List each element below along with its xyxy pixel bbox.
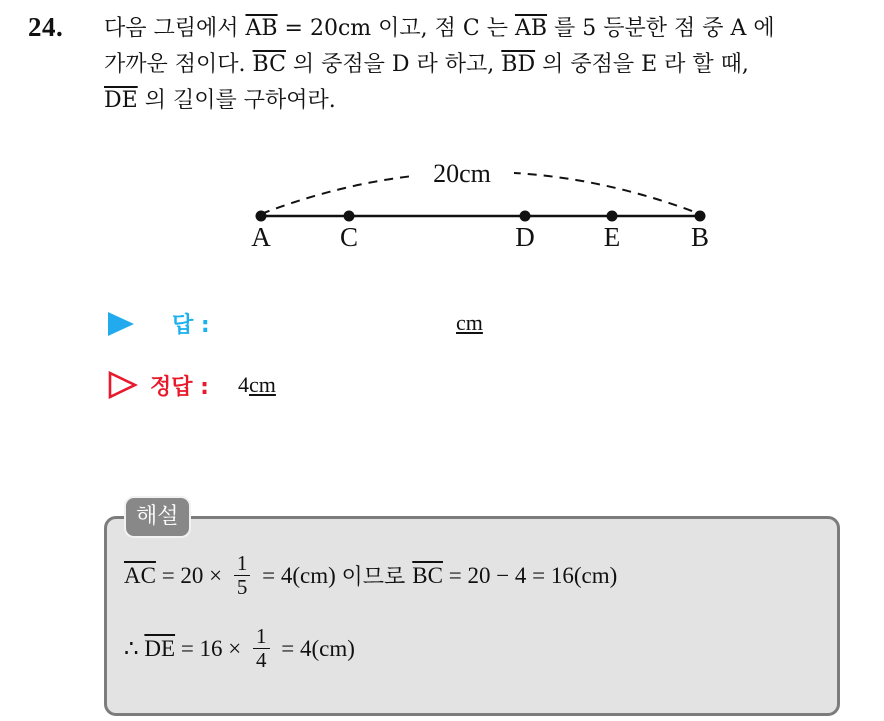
denominator: 4 <box>256 648 267 672</box>
segment-label: $\overline{AB}$ <box>245 16 278 41</box>
segment-label: $\overline{BC}$ <box>412 562 443 588</box>
answer-label: 답 : <box>172 313 210 338</box>
segment-label: $\overline{BD}$ <box>501 52 536 77</box>
solution-line-1 <box>124 552 617 599</box>
unit: cm <box>249 372 276 397</box>
fraction <box>253 625 270 672</box>
point-label-d: D <box>515 222 535 252</box>
equation-text: = 20 × <box>155 562 228 588</box>
connector-word: 이므로 <box>341 565 413 590</box>
question-text-line-2 <box>104 50 749 80</box>
point-a-dot <box>256 211 267 222</box>
segment-label: $\overline{BC}$ <box>252 52 286 77</box>
answer-unit: cm <box>456 310 483 335</box>
text: 의 중점을 D 라 하고, <box>285 52 502 77</box>
segment-diagram <box>250 150 720 260</box>
numerator: 1 <box>234 552 251 576</box>
question-number: 24. <box>28 12 64 42</box>
solution-box <box>104 516 840 716</box>
point-e-dot <box>607 211 618 222</box>
text: 를 5 등분한 점 중 A 에 <box>547 16 775 41</box>
point-b-dot <box>695 211 706 222</box>
correct-answer-label: 정답 : <box>150 375 209 400</box>
question-text-line-3 <box>104 86 336 116</box>
point-label-c: C <box>339 222 359 252</box>
fraction <box>234 552 251 599</box>
numerator: 1 <box>253 625 270 649</box>
point-label-a: A <box>251 222 271 252</box>
text: = 20cm 이고, 점 C 는 <box>277 16 515 41</box>
equation-text: = 4(cm) <box>275 635 355 661</box>
solution-line-2 <box>124 625 355 672</box>
segment-figure <box>250 150 720 260</box>
segment-label: $\overline{DE}$ <box>144 635 176 661</box>
question-text-line-1 <box>104 14 775 44</box>
point-c-dot <box>344 211 355 222</box>
segment-label: $\overline{AC}$ <box>124 562 156 588</box>
correct-answer-value <box>238 372 276 398</box>
filled-arrow-icon <box>108 312 134 336</box>
text: 의 길이를 구하여라. <box>137 88 336 113</box>
outline-arrow-icon <box>108 371 138 399</box>
point-label-e: E <box>603 222 621 252</box>
therefore-symbol: ∴ <box>124 635 145 661</box>
denominator: 5 <box>236 575 248 599</box>
text: 가까운 점이다. <box>104 52 253 77</box>
equation-text: = 16 × <box>175 635 248 661</box>
value: 4 <box>238 372 249 397</box>
text: 의 중점을 E 라 할 때, <box>535 52 749 77</box>
text: 다음 그림에서 <box>104 16 246 41</box>
segment-label: $\overline{AB}$ <box>514 16 548 41</box>
point-d-dot <box>520 211 531 222</box>
equation-text: = 4(cm) <box>256 562 342 588</box>
length-label: 20cm <box>433 159 491 188</box>
segment-label: $\overline{DE}$ <box>104 88 138 113</box>
equation-text: = 20 − 4 = 16(cm) <box>442 562 618 588</box>
solution-tab: 해설 <box>124 496 191 538</box>
point-label-b: B <box>690 222 710 252</box>
